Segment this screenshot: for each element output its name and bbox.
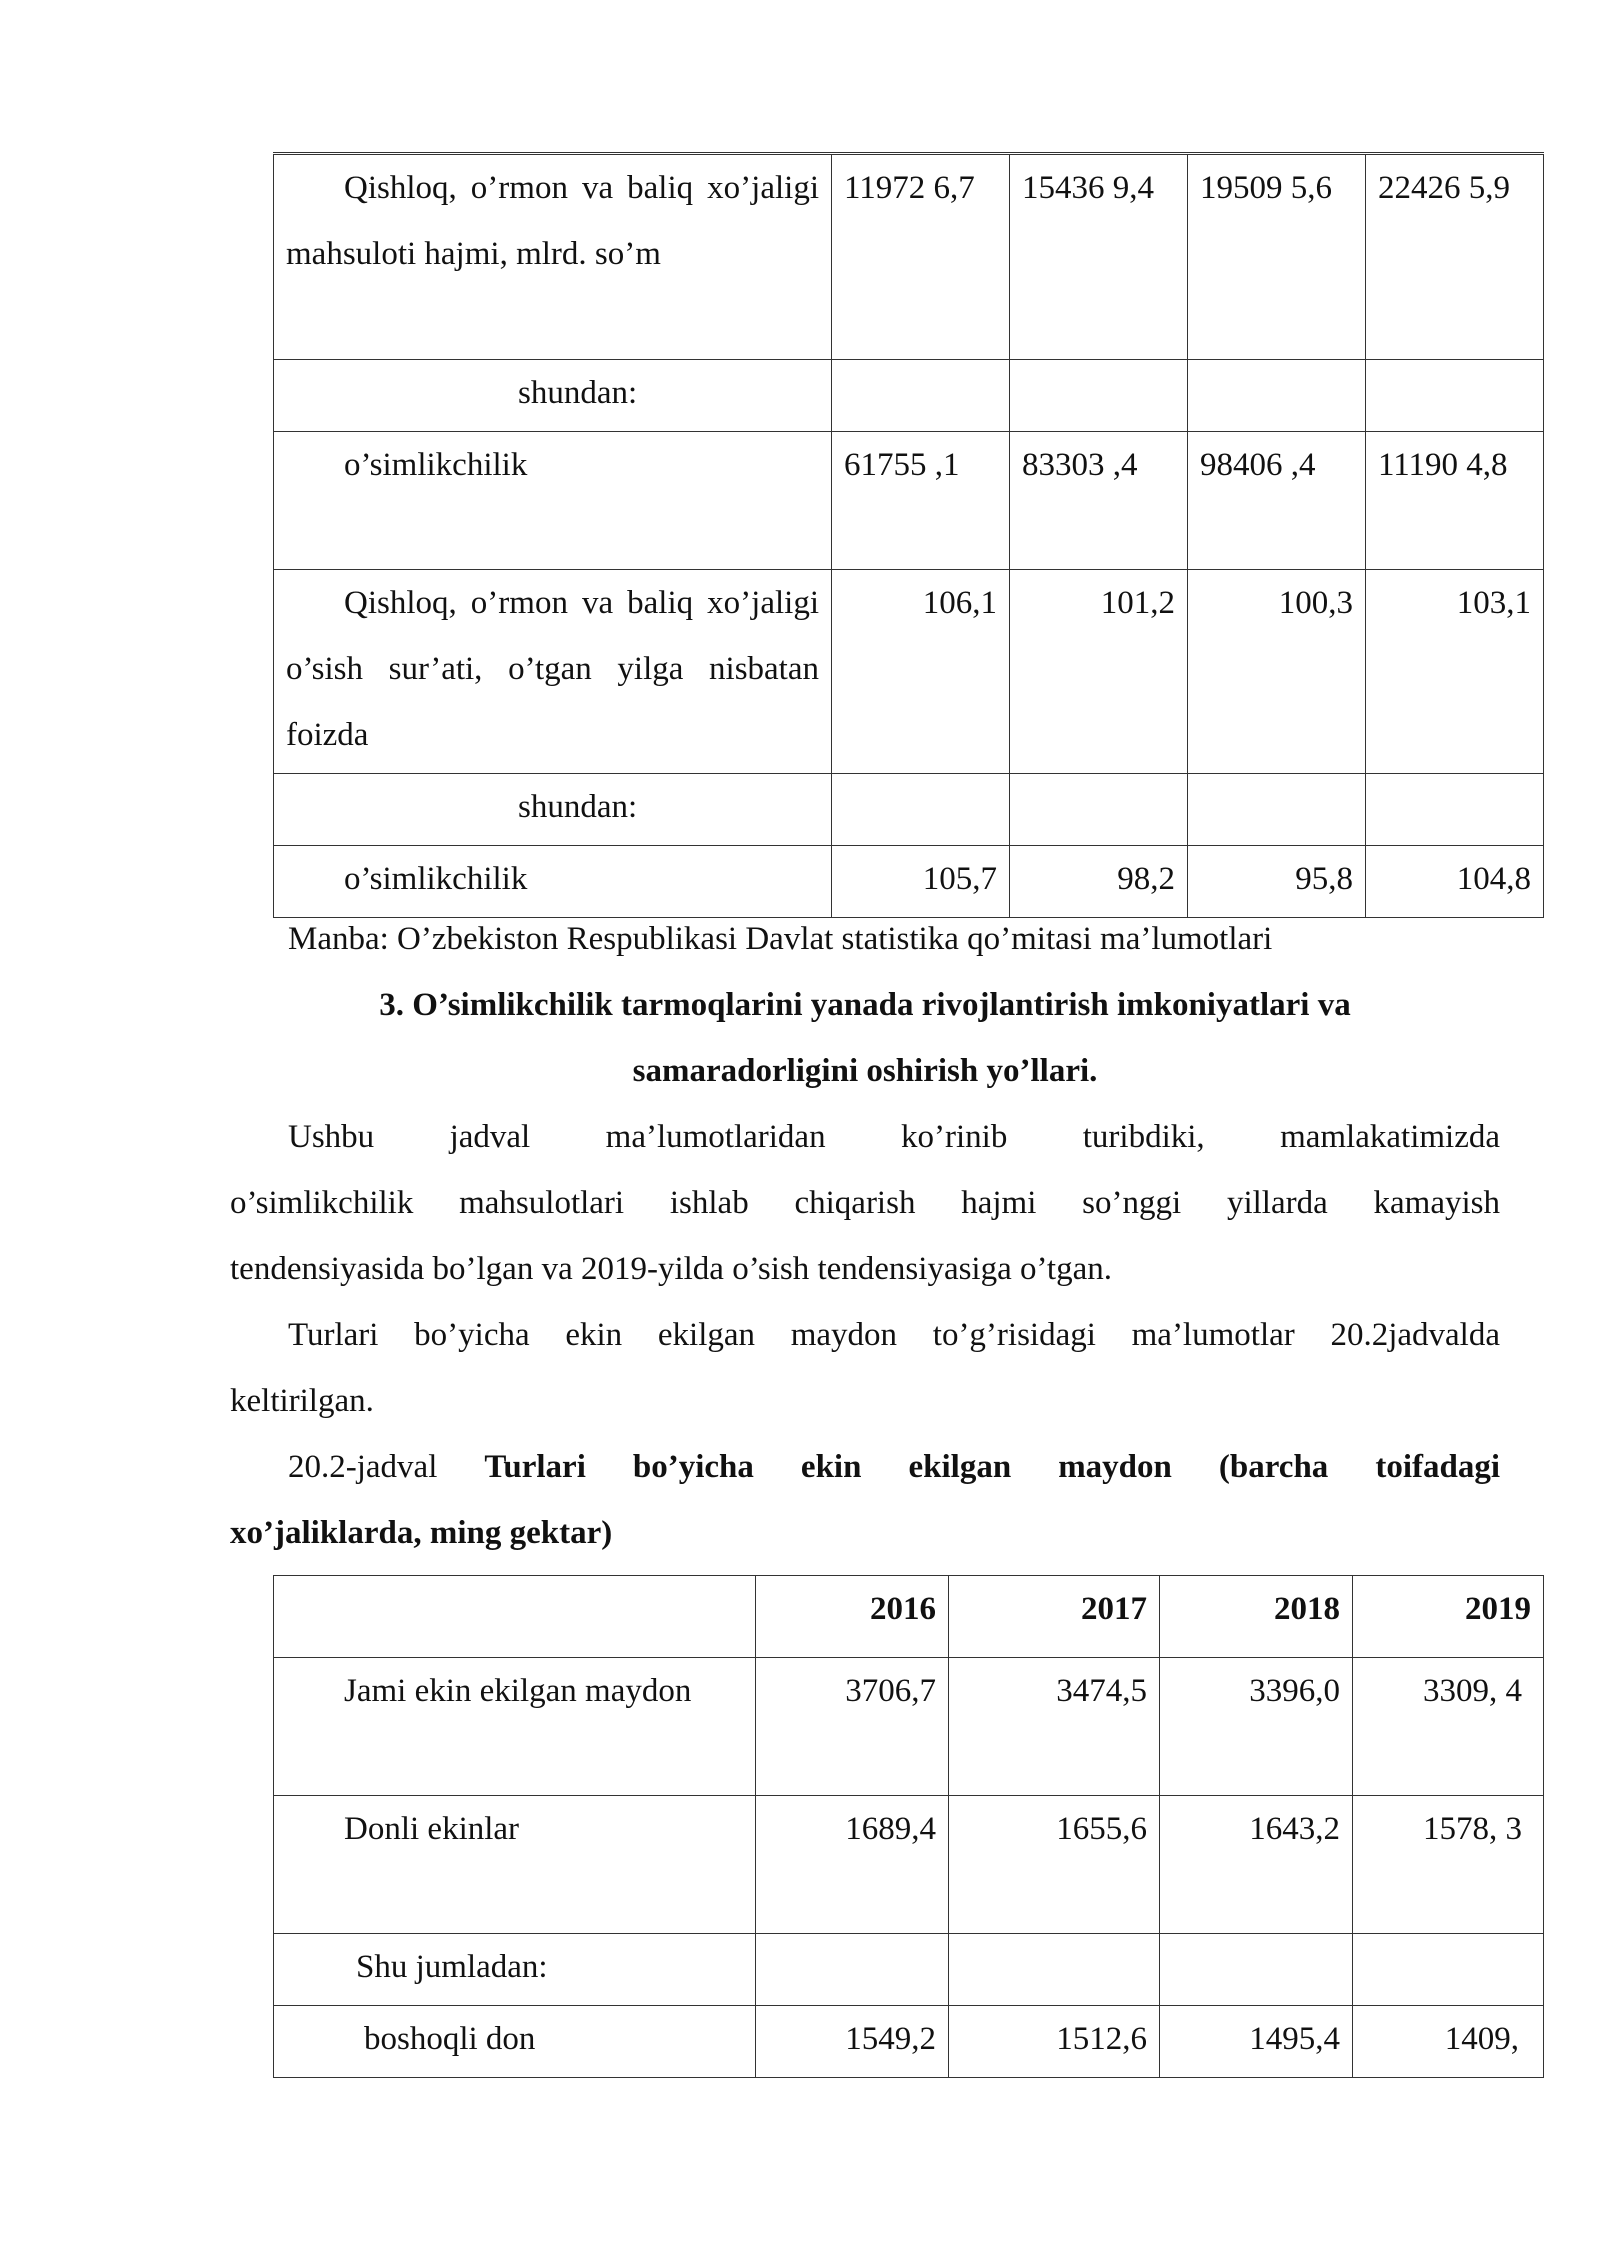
table-caption-title: Turlari bo’yicha ekin ekilgan maydon (barcha toifadagi bbox=[484, 1449, 1500, 1485]
table-caption-line-2: xo’jaliklarda, ming gektar) bbox=[230, 1515, 613, 1551]
table-cell bbox=[1188, 774, 1366, 846]
table-cell: 103,1 bbox=[1366, 570, 1544, 774]
table-header-cell: 2018 bbox=[1160, 1576, 1353, 1658]
table-cell: 100,3 bbox=[1188, 570, 1366, 774]
table-cell bbox=[1353, 1934, 1544, 2006]
row-label: shundan: bbox=[274, 360, 832, 432]
section-heading-line-2: samaradorligini oshirish yo’llari. bbox=[632, 1053, 1098, 1089]
table-caption-prefix: 20.2-jadval bbox=[288, 1449, 438, 1485]
row-label: o’simlikchilik bbox=[274, 432, 832, 570]
table-cell: 104,8 bbox=[1366, 846, 1544, 918]
paragraph-1-line-1: Ushbu jadval ma’lumotlaridan ko’rinib turibdiki, mamlakatimizda bbox=[288, 1119, 1500, 1155]
table-cell: 19509 5,6 bbox=[1188, 154, 1366, 360]
row-label: boshoqli don bbox=[274, 2006, 756, 2078]
table-cell bbox=[1366, 774, 1544, 846]
table-row bbox=[274, 774, 1544, 846]
paragraph-1-line-2: o’simlikchilik mahsulotlari ishlab chiqarish hajmi so’nggi yillarda kamayish bbox=[230, 1185, 1500, 1221]
table-row bbox=[274, 2006, 1544, 2078]
table-cell bbox=[756, 1934, 949, 2006]
table-cell: 1689,4 bbox=[756, 1796, 949, 1934]
paragraph-2-line-2: keltirilgan. bbox=[230, 1383, 374, 1419]
table-cell: 1512,6 bbox=[949, 2006, 1160, 2078]
table-cell: 3396,0 bbox=[1160, 1658, 1353, 1796]
table-cell bbox=[1010, 774, 1188, 846]
table-cell: 95,8 bbox=[1188, 846, 1366, 918]
table-cell: 11972 6,7 bbox=[832, 154, 1010, 360]
table-row bbox=[274, 1796, 1544, 1934]
table-cell: 22426 5,9 bbox=[1366, 154, 1544, 360]
table-row bbox=[274, 1934, 1544, 2006]
table-cell: 1409, bbox=[1353, 2006, 1544, 2078]
table-cell: 1643,2 bbox=[1160, 1796, 1353, 1934]
table-cell: 3309, 4 bbox=[1353, 1658, 1544, 1796]
table-cell: 3474,5 bbox=[949, 1658, 1160, 1796]
table-cell: 106,1 bbox=[832, 570, 1010, 774]
table-cell: 15436 9,4 bbox=[1010, 154, 1188, 360]
section-heading-line-1: 3. O’simlikchilik tarmoqlarini yanada rivojlantirish imkoniyatlari va bbox=[379, 987, 1351, 1023]
row-label: shundan: bbox=[274, 774, 832, 846]
row-label: o’simlikchilik bbox=[274, 846, 832, 918]
table-row bbox=[274, 432, 1544, 570]
table-cell: 1655,6 bbox=[949, 1796, 1160, 1934]
row-label: Jami ekin ekilgan maydon bbox=[274, 1658, 756, 1796]
table-cell: 83303 ,4 bbox=[1010, 432, 1188, 570]
table-cell: 105,7 bbox=[832, 846, 1010, 918]
table-cell: 101,2 bbox=[1010, 570, 1188, 774]
table-cell bbox=[1188, 360, 1366, 432]
row-label: Qishloq, o’rmon va baliq xo’jaligi o’sish sur’ati, o’tgan yilga nisbatan foizda bbox=[274, 570, 832, 774]
table-cell bbox=[1366, 360, 1544, 432]
table-cell: 98406 ,4 bbox=[1188, 432, 1366, 570]
table-row bbox=[274, 154, 1544, 360]
table-header-row bbox=[274, 1576, 1544, 1658]
production-table bbox=[273, 152, 1544, 918]
table-header-cell: 2019 bbox=[1353, 1576, 1544, 1658]
table-header-cell: 2017 bbox=[949, 1576, 1160, 1658]
table-row bbox=[274, 570, 1544, 774]
table-cell bbox=[832, 774, 1010, 846]
table-cell bbox=[1160, 1934, 1353, 2006]
table-row bbox=[274, 1658, 1544, 1796]
row-label: Shu jumladan: bbox=[274, 1934, 756, 2006]
table-cell: 11190 4,8 bbox=[1366, 432, 1544, 570]
row-label: Donli ekinlar bbox=[274, 1796, 756, 1934]
table-cell: 1495,4 bbox=[1160, 2006, 1353, 2078]
table-cell bbox=[1010, 360, 1188, 432]
table-cell: 61755 ,1 bbox=[832, 432, 1010, 570]
table-row bbox=[274, 360, 1544, 432]
table-cell: 1549,2 bbox=[756, 2006, 949, 2078]
table-cell: 98,2 bbox=[1010, 846, 1188, 918]
table-cell: 3706,7 bbox=[756, 1658, 949, 1796]
table-caption-line-1 bbox=[288, 1434, 1500, 1500]
paragraph-1-line-3: tendensiyasida bo’lgan va 2019-yilda o’sish tendensiyasiga o’tgan. bbox=[230, 1251, 1112, 1287]
table-cell bbox=[832, 360, 1010, 432]
table-header-cell bbox=[274, 1576, 756, 1658]
table-header-cell: 2016 bbox=[756, 1576, 949, 1658]
paragraph-2-line-1: Turlari bo’yicha ekin ekilgan maydon to’g’risidagi ma’lumotlar 20.2jadvalda bbox=[288, 1317, 1500, 1353]
table-cell: 1578, 3 bbox=[1353, 1796, 1544, 1934]
table-cell bbox=[949, 1934, 1160, 2006]
row-label: Qishloq, o’rmon va baliq xo’jaligi mahsuloti hajmi, mlrd. so’m bbox=[274, 154, 832, 360]
source-note: Manba: O’zbekiston Respublikasi Davlat statistika qo’mitasi ma’lumotlari bbox=[288, 921, 1273, 957]
crop-area-table bbox=[273, 1575, 1544, 2078]
